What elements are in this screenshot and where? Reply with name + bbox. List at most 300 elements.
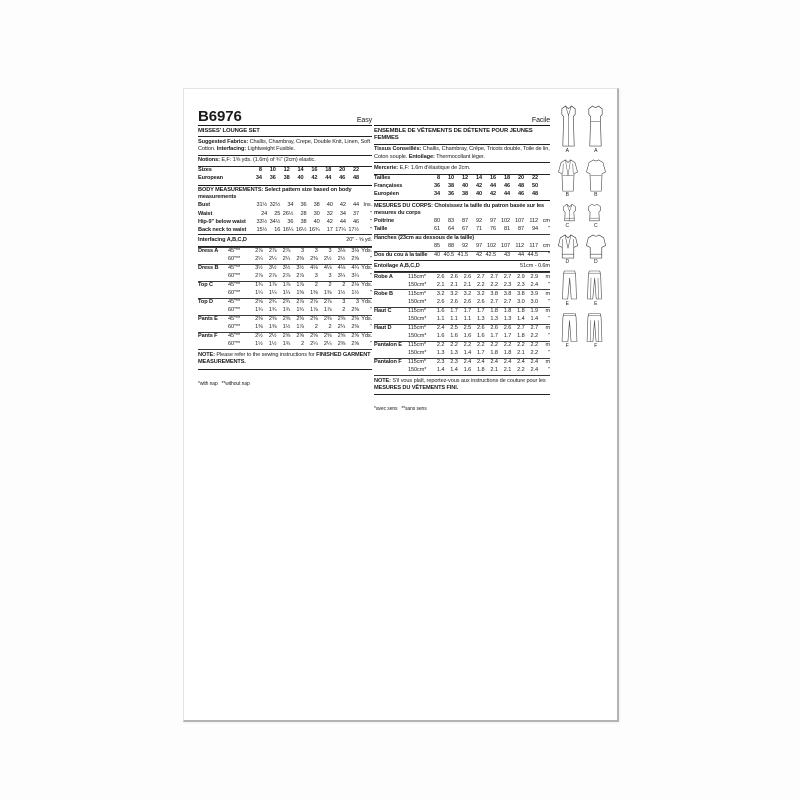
table-cell: 60"** xyxy=(228,324,241,331)
table-row xyxy=(198,341,372,349)
table-cell: 1.8 xyxy=(490,350,498,357)
dress-a-back-icon xyxy=(584,105,607,147)
french-footnote: *avec sens **sans sens xyxy=(374,406,427,413)
table-cell: 2¼ xyxy=(337,324,346,331)
table-cell: " xyxy=(548,367,550,374)
english-body-table xyxy=(198,202,372,235)
view-e-labels xyxy=(553,301,610,307)
table-cell: 2⅞ xyxy=(255,273,263,280)
fabrics-label: Suggested Fabrics: xyxy=(198,138,249,145)
table-cell: 2.7 xyxy=(530,324,538,331)
table-cell: 3.2 xyxy=(450,290,458,297)
table-cell: 40 xyxy=(433,252,440,259)
garment-view-d xyxy=(553,234,610,266)
english-column xyxy=(198,103,372,387)
table-cell: 42 xyxy=(311,175,318,182)
table-cell: 2½ xyxy=(255,333,263,340)
table-cell: Françaises xyxy=(374,183,403,190)
table-cell: 1.4 xyxy=(436,367,445,374)
interfacing-label: Interfacing: xyxy=(216,145,247,152)
table-cell: 3.9 xyxy=(530,290,538,297)
table-cell: 2.4 xyxy=(463,359,472,366)
view-f-labels xyxy=(553,343,610,349)
table-cell: 1.7 xyxy=(503,333,512,340)
table-cell: 4¼ xyxy=(351,265,359,272)
table-cell: 2⅝ xyxy=(282,333,291,340)
table-cell: 2.7 xyxy=(517,324,525,331)
table-cell: 2⅜ xyxy=(310,316,318,323)
table-cell: 2¼ xyxy=(310,341,318,348)
table-cell: " xyxy=(370,210,372,217)
table-cell: 3½ xyxy=(282,265,291,272)
table-cell: 48 xyxy=(531,191,538,198)
table-cell: 76 xyxy=(489,226,496,233)
english-sizes-table xyxy=(198,167,372,183)
view-letter: A xyxy=(565,147,569,154)
table-cell: 3 xyxy=(342,299,346,306)
table-row xyxy=(198,247,372,256)
table-cell: Pantalon E xyxy=(374,342,402,349)
table-cell: Sizes xyxy=(198,167,212,174)
table-cell: 2.4 xyxy=(436,324,445,331)
table-cell: 2.1 xyxy=(450,281,458,288)
table-cell: 2.1 xyxy=(503,367,512,374)
table-cell: 42 xyxy=(489,191,496,198)
garment-view-b xyxy=(553,159,610,199)
view-letter: C xyxy=(565,222,570,229)
table-cell: 2.2 xyxy=(517,342,525,349)
table-cell: Dos du cou à la taille xyxy=(374,252,428,259)
interfacing-row-value: 20" - ⅝ yd. xyxy=(346,237,372,244)
table-cell: 44 xyxy=(503,191,510,198)
table-cell: 17½ xyxy=(348,226,359,233)
top-c-front-icon xyxy=(559,203,580,222)
table-row xyxy=(374,333,550,341)
top-d-front-icon xyxy=(556,234,580,259)
table-cell: 36 xyxy=(287,218,294,225)
table-cell: 1.8 xyxy=(517,307,525,314)
table-cell: 33½ xyxy=(256,218,268,225)
table-cell: 1.7 xyxy=(490,333,498,340)
table-cell: 1½ xyxy=(351,290,359,297)
table-cell: " xyxy=(548,252,550,259)
table-cell: 1.3 xyxy=(477,315,485,322)
difficulty-label-en: Easy xyxy=(356,117,372,124)
table-cell: 2.3 xyxy=(436,359,445,366)
table-cell: Poitrine xyxy=(374,218,395,225)
table-cell: 2⅛ xyxy=(351,282,359,289)
english-body-heading: BODY MEASUREMENTS: Select pattern size based on body measurements xyxy=(198,187,352,201)
table-cell: 4⅛ xyxy=(310,265,318,272)
table-cell: " xyxy=(548,315,550,322)
table-cell: 2¼ xyxy=(323,341,332,348)
table-cell: 2 xyxy=(328,324,332,331)
notions-text: E,F: 1⅝ yds. (1.6m) of ¾" (2cm) elastic. xyxy=(219,157,316,164)
table-cell: Yds. xyxy=(361,265,372,272)
table-cell: m xyxy=(545,324,550,331)
table-cell: 31½ xyxy=(256,202,268,209)
table-cell: 1.8 xyxy=(477,367,485,374)
table-cell: 3⅛ xyxy=(337,247,346,254)
table-cell: 2⅝ xyxy=(351,333,359,340)
table-cell: 2.6 xyxy=(477,324,485,331)
table-cell: 2.2 xyxy=(436,342,445,349)
table-cell: Pantalon F xyxy=(374,359,402,366)
table-cell: 14 xyxy=(475,175,482,182)
table-cell: 37 xyxy=(352,210,359,217)
table-cell: 3 xyxy=(328,273,332,280)
table-cell: 15½ xyxy=(256,226,268,233)
table-row xyxy=(198,175,372,183)
english-fabrics xyxy=(198,137,372,156)
table-cell: 1.3 xyxy=(490,315,498,322)
table-cell: 102 xyxy=(486,243,496,250)
view-letter: C xyxy=(593,222,598,229)
table-cell: 18 xyxy=(503,175,510,182)
table-cell: 10 xyxy=(269,167,276,174)
table-cell: 3 xyxy=(314,273,318,280)
table-cell: Yds. xyxy=(361,299,372,306)
table-cell: 2.2 xyxy=(517,367,525,374)
english-interfacing-row xyxy=(198,236,372,246)
table-cell: 2.5 xyxy=(463,324,472,331)
table-cell: m xyxy=(545,342,550,349)
table-cell: 42 xyxy=(339,202,346,209)
table-cell: 1¾ xyxy=(255,307,263,314)
table-cell: 2.4 xyxy=(530,281,538,288)
note-label-fr: NOTE: xyxy=(374,377,391,384)
table-cell: 1.6 xyxy=(463,367,472,374)
table-cell: " xyxy=(370,307,372,314)
table-cell: 2.6 xyxy=(450,273,458,280)
table-row xyxy=(198,307,372,315)
table-cell: 36 xyxy=(447,191,454,198)
table-cell: 3.8 xyxy=(490,290,498,297)
table-cell: Bust xyxy=(198,202,211,209)
table-cell: 115cm* xyxy=(408,324,426,331)
table-cell: 2½ xyxy=(337,255,346,262)
table-cell: " xyxy=(548,333,550,340)
view-letter: E xyxy=(594,300,598,307)
table-row xyxy=(374,358,550,367)
table-cell: 50 xyxy=(531,183,538,190)
table-cell: 42 xyxy=(475,252,482,259)
table-cell: 38 xyxy=(300,218,307,225)
table-cell: 1.6 xyxy=(477,333,485,340)
english-header xyxy=(198,103,372,126)
table-cell: 3⅛ xyxy=(351,247,359,254)
table-cell: " xyxy=(370,341,372,348)
table-cell: 12 xyxy=(283,167,290,174)
table-row xyxy=(374,234,550,243)
table-cell: Dress B xyxy=(198,265,219,272)
table-cell: 45"** xyxy=(228,299,241,306)
table-cell: 2⅞ xyxy=(268,273,277,280)
table-cell: 1⅞ xyxy=(323,307,332,314)
table-cell: European xyxy=(198,175,223,182)
table-cell: 2.2 xyxy=(477,342,485,349)
table-cell: 1.6 xyxy=(436,307,445,314)
table-cell: 1.8 xyxy=(490,307,498,314)
table-cell: 36 xyxy=(300,202,307,209)
table-cell: 2⅞ xyxy=(296,299,304,306)
table-cell: 60"** xyxy=(228,255,241,262)
table-cell: 17 xyxy=(326,226,333,233)
table-cell: 2.6 xyxy=(450,298,458,305)
table-row xyxy=(198,273,372,281)
table-cell: 3¼ xyxy=(351,273,359,280)
table-cell: Haut D xyxy=(374,324,392,331)
table-cell: 107 xyxy=(514,218,524,225)
table-cell: 3.2 xyxy=(436,290,445,297)
table-cell: 2.7 xyxy=(490,298,498,305)
table-cell: 64 xyxy=(447,226,454,233)
table-cell: 48 xyxy=(352,175,359,182)
table-cell: 46 xyxy=(503,183,510,190)
table-cell: 10 xyxy=(447,175,454,182)
table-cell: 40 xyxy=(326,202,333,209)
table-cell: 2.6 xyxy=(463,273,472,280)
table-cell: 97 xyxy=(489,218,496,225)
table-cell: 42 xyxy=(475,183,482,190)
table-cell: 45"** xyxy=(228,316,241,323)
table-row xyxy=(198,264,372,273)
table-cell: 115cm* xyxy=(408,290,426,297)
french-sizes-table xyxy=(374,175,550,199)
table-cell: 3.2 xyxy=(463,290,472,297)
table-cell: 2⅜ xyxy=(323,316,332,323)
table-cell: Hanches (23cm au dessous de la taille) xyxy=(374,235,475,242)
table-cell: 97 xyxy=(475,243,482,250)
table-cell: " xyxy=(548,281,550,288)
table-cell: 25 xyxy=(274,210,281,217)
table-cell: 36 xyxy=(433,183,440,190)
table-cell: 2.9 xyxy=(517,273,525,280)
table-cell: 16½ xyxy=(295,226,307,233)
table-row xyxy=(374,316,550,324)
table-cell: 2.6 xyxy=(490,324,498,331)
table-row xyxy=(374,341,550,350)
table-cell: 2.7 xyxy=(503,298,512,305)
table-cell: 42.5 xyxy=(485,252,496,259)
table-cell: 1.1 xyxy=(436,315,445,322)
entoilage-text: Thermocollant léger. xyxy=(434,153,485,160)
robe-b-back-icon xyxy=(584,159,608,192)
table-cell: 1⅞ xyxy=(296,324,304,331)
english-yardage-table xyxy=(198,247,372,350)
table-cell: 2.2 xyxy=(463,342,472,349)
table-row xyxy=(374,298,550,306)
pants-f-back-icon xyxy=(584,312,605,343)
table-cell: 87 xyxy=(517,226,524,233)
table-cell: 2.2 xyxy=(490,342,498,349)
table-cell: 40 xyxy=(461,183,468,190)
table-cell: 1¾ xyxy=(268,307,277,314)
table-cell: 2.1 xyxy=(490,367,498,374)
table-cell: 150cm* xyxy=(408,315,427,322)
table-cell: 2.2 xyxy=(530,350,538,357)
table-cell: 2.7 xyxy=(503,273,512,280)
table-cell: 22 xyxy=(531,175,538,182)
entoilage-row-value: 51cm - 0.6m xyxy=(520,263,550,270)
view-d-labels xyxy=(553,259,610,265)
table-cell: 81 xyxy=(503,226,510,233)
top-d-back-icon xyxy=(584,234,608,259)
table-row xyxy=(198,218,372,226)
table-cell: 2 xyxy=(314,324,318,331)
table-cell: " xyxy=(370,255,372,262)
table-cell: 2⅜ xyxy=(282,316,291,323)
table-cell: 44 xyxy=(517,252,524,259)
table-cell: 44 xyxy=(339,218,346,225)
table-cell: 1½ xyxy=(268,341,277,348)
table-cell: 2.4 xyxy=(477,359,485,366)
table-cell: 1.4 xyxy=(517,315,525,322)
table-cell: 107 xyxy=(500,243,510,250)
table-cell: 16 xyxy=(274,226,281,233)
table-cell: 2.4 xyxy=(490,359,498,366)
table-row xyxy=(374,218,550,226)
table-cell: 40 xyxy=(313,218,320,225)
table-cell: 3 xyxy=(314,247,318,254)
table-cell: 1.7 xyxy=(477,350,485,357)
table-cell: 20 xyxy=(517,175,524,182)
table-row xyxy=(198,202,372,210)
table-cell: 2 xyxy=(300,341,304,348)
table-cell: 71 xyxy=(475,226,482,233)
table-row xyxy=(198,167,372,175)
table-cell: 16¾ xyxy=(309,226,320,233)
table-cell: 46 xyxy=(517,191,524,198)
view-letter: B xyxy=(565,192,569,198)
table-cell: 3.8 xyxy=(503,290,512,297)
table-cell: 150cm* xyxy=(408,298,427,305)
table-cell: 38 xyxy=(283,175,290,182)
table-cell: 1.8 xyxy=(503,307,512,314)
table-cell: 3.2 xyxy=(477,290,485,297)
table-cell: 60"** xyxy=(228,273,241,280)
table-cell: 1¼ xyxy=(282,290,291,297)
table-cell: 2⅞ xyxy=(310,299,318,306)
table-cell: 112 xyxy=(529,218,538,225)
french-header xyxy=(374,103,550,126)
table-cell: 1.6 xyxy=(436,333,445,340)
fabrics-text: Challis, Chambray, Crepe, Double Knit, Linen, Soft Cotton. xyxy=(198,138,371,152)
table-cell: " xyxy=(548,298,550,305)
table-cell: 38 xyxy=(461,191,468,198)
french-body-heading: MESURES DU CORPS: Choisissez la taille du patron basée sur les mesures du corps xyxy=(374,202,545,217)
table-cell: 1.1 xyxy=(450,315,458,322)
table-cell: m xyxy=(545,359,550,366)
tissus-text: Challis, Chambray, Crêpe, Tricots double, Toile de lin, Coton souple. xyxy=(374,146,550,160)
table-cell: Robe B xyxy=(374,290,393,297)
table-cell: 32½ xyxy=(269,202,281,209)
table-cell: 45"** xyxy=(228,247,241,254)
table-cell: 12 xyxy=(461,175,468,182)
table-cell: 1.4 xyxy=(530,315,538,322)
table-cell: Yds. xyxy=(361,333,372,340)
table-cell: 20 xyxy=(339,167,346,174)
table-cell: Dress A xyxy=(198,247,219,254)
table-cell: 1⅞ xyxy=(268,282,277,289)
table-cell: 2.6 xyxy=(463,298,472,305)
view-letter: D xyxy=(593,259,598,265)
table-cell: 2.2 xyxy=(503,342,512,349)
table-cell: 80 xyxy=(433,218,440,225)
table-cell: Haut C xyxy=(374,307,392,314)
table-cell: 36 xyxy=(269,175,276,182)
table-cell: 60"** xyxy=(228,307,241,314)
english-footnote: *with nap **without nap xyxy=(198,380,250,387)
view-a-labels xyxy=(553,148,610,154)
table-cell: 2¼ xyxy=(268,255,277,262)
table-cell: Top D xyxy=(198,299,213,306)
table-cell: 1⅞ xyxy=(296,282,304,289)
table-cell: 34 xyxy=(255,175,262,182)
table-cell: 2.1 xyxy=(436,281,445,288)
table-cell: 2⅜ xyxy=(351,316,359,323)
top-c-back-icon xyxy=(584,203,605,222)
table-cell: 1.3 xyxy=(436,350,445,357)
table-cell: 2⅞ xyxy=(268,247,277,254)
table-cell: 115cm* xyxy=(408,307,426,314)
table-cell: 102 xyxy=(500,218,510,225)
table-cell: 3½ xyxy=(255,265,263,272)
table-cell: 2½ xyxy=(268,333,277,340)
table-cell: 1⅞ xyxy=(310,307,318,314)
table-cell: 3.0 xyxy=(530,298,538,305)
view-letter: D xyxy=(565,259,570,265)
table-cell: " xyxy=(548,226,550,233)
table-cell: 2⅝ xyxy=(255,299,263,306)
table-cell: 24 xyxy=(261,210,268,217)
french-notions xyxy=(374,163,550,174)
table-row xyxy=(198,281,372,290)
table-cell: 117 xyxy=(529,243,538,250)
tissus-label: Tissus Conseillés: xyxy=(374,146,422,153)
table-cell: 3 xyxy=(328,247,332,254)
table-cell: 87 xyxy=(461,218,468,225)
table-cell: 2¾ xyxy=(268,299,277,306)
table-cell: Waist xyxy=(198,210,213,217)
table-cell: 1⅜ xyxy=(296,290,304,297)
table-cell: 2.2 xyxy=(530,333,538,340)
table-cell: 46 xyxy=(352,218,359,225)
table-cell: 94 xyxy=(531,226,538,233)
table-cell: 2.4 xyxy=(530,359,538,366)
table-cell: 2⅜ xyxy=(337,316,346,323)
mercerie-text: E,F: 1.6m d'élastique de 2cm. xyxy=(397,164,471,171)
french-body-table xyxy=(374,218,550,261)
table-cell: 8 xyxy=(436,175,440,182)
table-cell: " xyxy=(548,350,550,357)
garment-view-f xyxy=(553,312,610,350)
table-cell: 45"** xyxy=(228,333,241,340)
view-letter: F xyxy=(594,343,598,349)
table-cell: 3 xyxy=(355,299,359,306)
mercerie-label: Mercerie: xyxy=(374,164,398,171)
table-cell: 2⅝ xyxy=(323,333,332,340)
interfacing-row-label: Interfacing A,B,C,D xyxy=(198,237,247,244)
table-cell: 2.4 xyxy=(503,359,512,366)
note-bold-fr: MESURES DU VÊTEMENTS FINI. xyxy=(374,385,459,392)
table-row xyxy=(198,324,372,332)
table-cell: 22 xyxy=(352,167,359,174)
table-cell: 2.7 xyxy=(477,273,485,280)
view-letter: A xyxy=(594,147,598,154)
table-cell: 4⅛ xyxy=(323,265,332,272)
table-cell: 2.6 xyxy=(436,298,445,305)
